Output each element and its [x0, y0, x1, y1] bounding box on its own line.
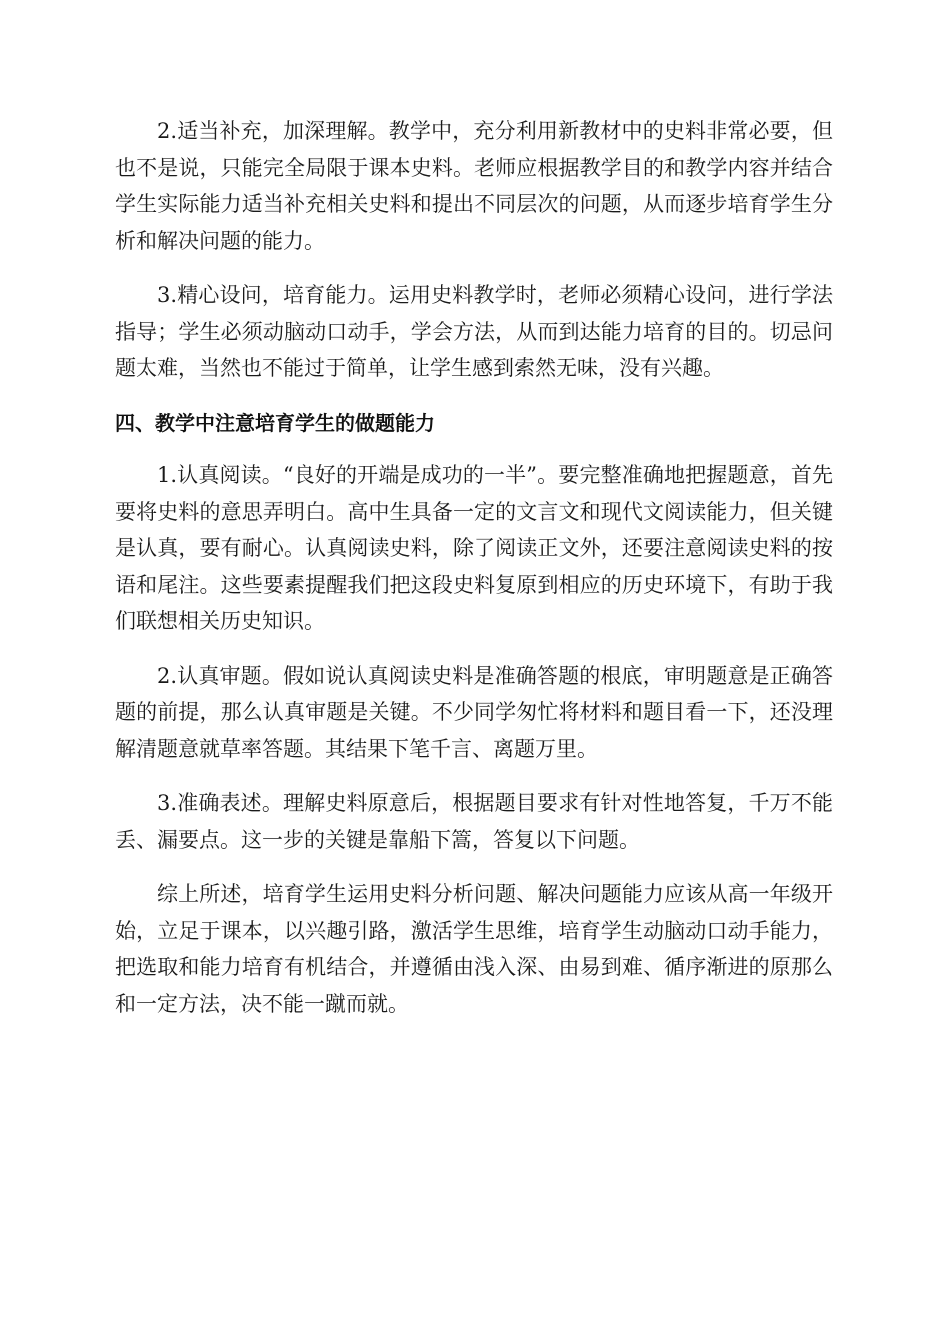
paragraph-careful-questioning: 3.精心设问，培育能力。运用史料教学时，老师必须精心设问，进行学法指导；学生必须动脑动口动手，学会方法，从而到达能力培育的目的。切忌问题太难，当然也不能过于简单，让学生感到索然无味，没有兴趣。 — [115, 283, 833, 380]
paragraph-careful-review: 2.认真审题。假如说认真阅读史料是准确答题的根底，审明题意是正确答题的前提，那么认真审题是关键。不少同学匆忙将材料和题目看一下，还没理解清题意就草率答题。其结果下笔千言、离题万里。 — [115, 663, 833, 761]
paragraph-accurate-expression: 3.准确表述。理解史料原意后，根据题目要求有针对性地答复，千万不能丢、漏要点。这一步的关键是靠船下篙，答复以下问题。 — [115, 791, 833, 852]
section-heading: 四、教学中注意培育学生的做题能力 — [115, 410, 435, 435]
paragraph-careful-reading: 1.认真阅读。“良好的开端是成功的一半”。要完整准确地把握题意，首先要将史料的意思弄明白。高中生具备一定的文言文和现代文阅读能力，但关键是认真，要有耐心。认真阅读史料，除了阅读正文外，还要注意阅读史料的按语和尾注。这些要素提醒我们把这段史料复原到相应的历史环境下，有助于我们联想相关历史知识。 — [115, 463, 833, 633]
document-body — [115, 113, 833, 1040]
paragraph-supplement-materials: 2.适当补充，加深理解。教学中，充分利用新教材中的史料非常必要，但也不是说，只能完全局限于课本史料。老师应根据教学目的和教学内容并结合学生实际能力适当补充相关史料和提出不同层次的问题，从而逐步培育学生分析和解决问题的能力。 — [115, 119, 833, 253]
paragraph-conclusion: 综上所述，培育学生运用史料分析问题、解决问题能力应该从高一年级开始，立足于课本，以兴趣引路，激活学生思维，培育学生动脑动口动手能力，把选取和能力培育有机结合，并遵循由浅入深、由易到难、循序渐进的原那么和一定方法，决不能一蹴而就。 — [115, 882, 833, 1016]
